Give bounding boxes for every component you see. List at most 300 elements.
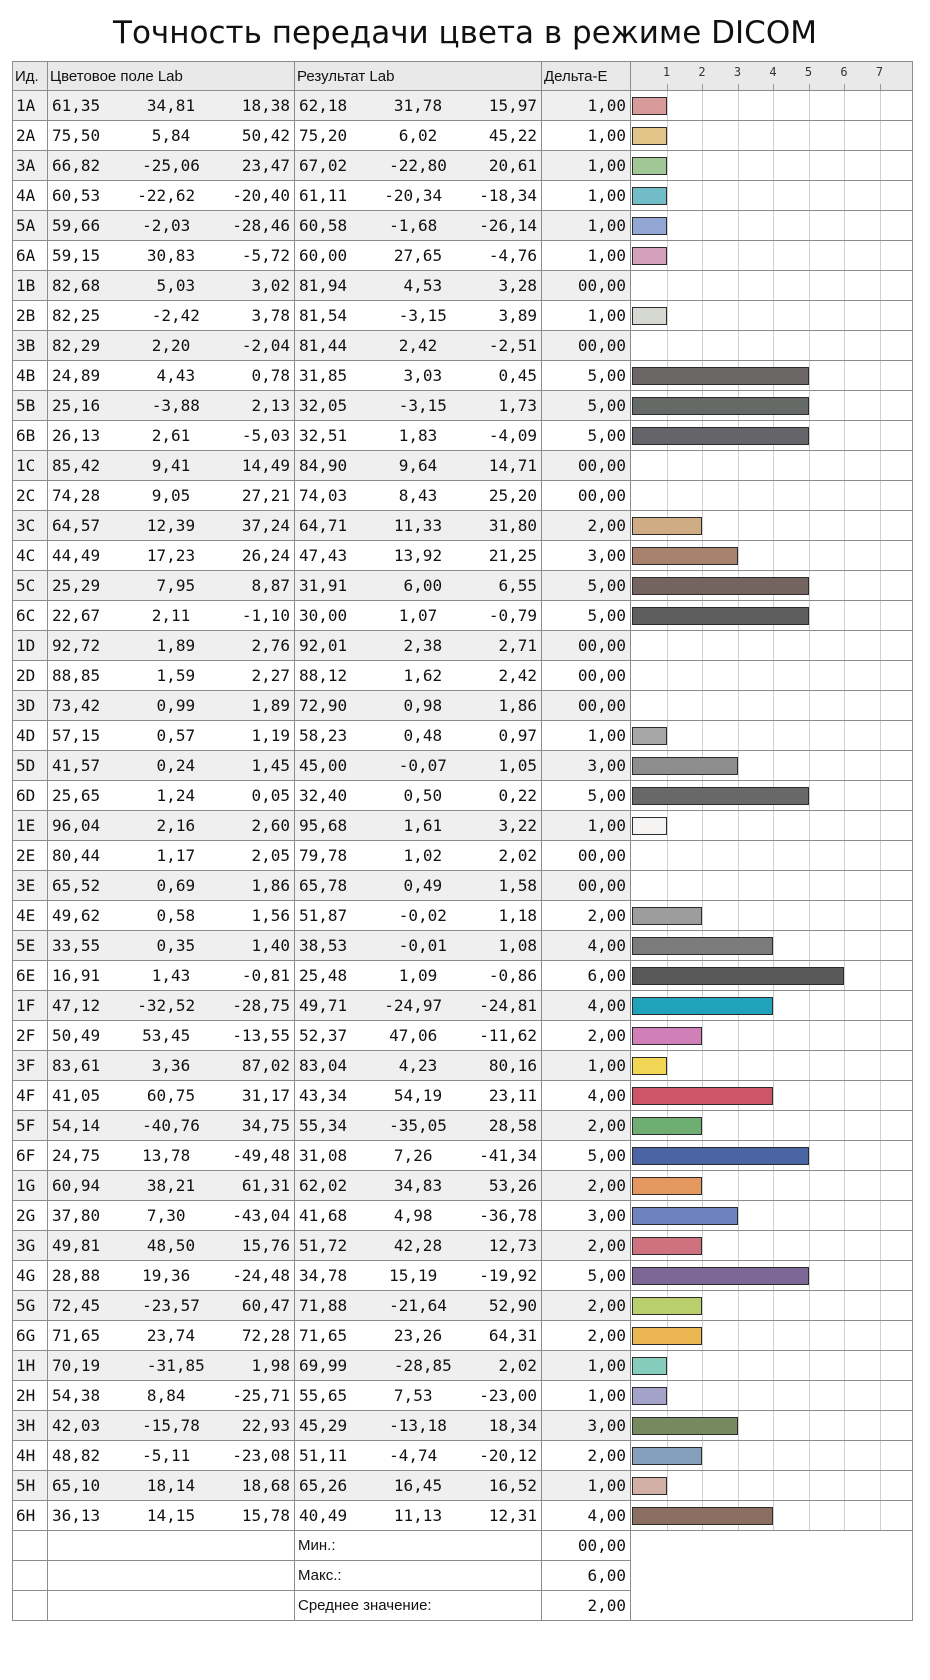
grid-line [844, 391, 845, 420]
result-lab-value: 15,19 [389, 1266, 438, 1285]
target-lab-value: 72,45 [52, 1296, 101, 1315]
patch-id: 4B [13, 361, 48, 391]
grid-line [667, 841, 668, 870]
result-lab-value: -26,14 [479, 216, 537, 235]
delta-e-bar-cell [631, 1231, 913, 1261]
target-lab-value: 54,14 [52, 1116, 101, 1135]
delta-e-value: 00,00 [542, 841, 631, 871]
result-lab-value: -3,15 [398, 306, 447, 325]
table-row [13, 901, 913, 931]
grid-line [880, 1021, 881, 1050]
grid-line [773, 1441, 774, 1470]
target-lab-value: -25,06 [142, 156, 200, 175]
delta-e-bar-cell [631, 331, 913, 361]
grid-line [702, 1111, 703, 1140]
grid-line [880, 1471, 881, 1500]
table-row [13, 181, 913, 211]
summary-empty [48, 1591, 295, 1621]
delta-e-bar-cell [631, 1141, 913, 1171]
result-lab-values [295, 661, 542, 691]
grid-line [809, 1411, 810, 1440]
target-lab-values [48, 271, 295, 301]
result-lab-value: 3,28 [498, 276, 537, 295]
target-lab-value: 14,15 [146, 1506, 196, 1525]
grid-line [773, 691, 774, 720]
result-lab-values [295, 691, 542, 721]
result-lab-value: -19,92 [479, 1266, 537, 1285]
grid-line [738, 541, 739, 570]
target-lab-value: -2,42 [151, 306, 200, 325]
result-lab-value: 4,98 [393, 1206, 433, 1225]
grid-line [702, 1051, 703, 1080]
result-lab-value: -36,78 [479, 1206, 537, 1225]
grid-line [738, 691, 739, 720]
grid-line [880, 1351, 881, 1380]
result-lab-value: -21,64 [389, 1296, 447, 1315]
grid-line [844, 421, 845, 450]
delta-e-value: 1,00 [542, 811, 631, 841]
grid-line [880, 481, 881, 510]
grid-line [738, 241, 739, 270]
grid-line [773, 541, 774, 570]
target-lab-value: 7,95 [156, 576, 196, 595]
table-row [13, 1411, 913, 1441]
patch-id: 4H [13, 1441, 48, 1471]
grid-line [844, 1411, 845, 1440]
grid-line [809, 451, 810, 480]
target-lab-value: 36,13 [52, 1506, 101, 1525]
result-lab-value: 6,02 [398, 126, 438, 145]
result-lab-values [295, 871, 542, 901]
target-lab-value: 1,98 [251, 1356, 290, 1375]
grid-line [844, 1471, 845, 1500]
grid-line [702, 151, 703, 180]
result-lab-value: -4,09 [488, 426, 537, 445]
table-row [13, 1381, 913, 1411]
grid-line [880, 991, 881, 1020]
target-lab-value: 1,89 [251, 696, 290, 715]
grid-line [844, 1441, 845, 1470]
grid-line [738, 211, 739, 240]
grid-line [773, 151, 774, 180]
scale-tick-label: 1 [662, 65, 671, 79]
grid-line [667, 1351, 668, 1380]
delta-e-value: 4,00 [542, 991, 631, 1021]
grid-line [809, 181, 810, 210]
grid-line [773, 1171, 774, 1200]
grid-line [844, 1501, 845, 1530]
grid-line [880, 1171, 881, 1200]
delta-e-bar [632, 1447, 702, 1465]
patch-id: 5C [13, 571, 48, 601]
delta-e-bar-cell [631, 1351, 913, 1381]
grid-line [880, 91, 881, 120]
target-lab-value: -1,10 [241, 606, 290, 625]
grid-line [773, 481, 774, 510]
target-lab-value: 37,24 [241, 516, 290, 535]
result-lab-value: 52,90 [488, 1296, 537, 1315]
result-lab-values [295, 811, 542, 841]
result-lab-value: -0,01 [398, 936, 447, 955]
result-lab-values [295, 901, 542, 931]
target-lab-value: -24,48 [232, 1266, 290, 1285]
table-row [13, 601, 913, 631]
result-lab-value: 49,71 [299, 996, 348, 1015]
result-lab-value: 34,83 [393, 1176, 443, 1195]
target-lab-value: 60,53 [52, 186, 101, 205]
target-lab-value: 30,83 [146, 246, 196, 265]
delta-e-value: 2,00 [542, 1441, 631, 1471]
grid-line [844, 601, 845, 630]
summary-label: Мин.: [295, 1531, 542, 1561]
result-lab-value: -1,68 [389, 216, 438, 235]
grid-line [880, 301, 881, 330]
table-row [13, 1171, 913, 1201]
grid-line [809, 1261, 810, 1290]
patch-id: 6G [13, 1321, 48, 1351]
delta-e-bar-cell [631, 271, 913, 301]
result-lab-values [295, 1141, 542, 1171]
result-lab-values [295, 421, 542, 451]
result-lab-value: 38,53 [299, 936, 348, 955]
grid-line [880, 181, 881, 210]
delta-e-bar [632, 1237, 702, 1255]
grid-line [844, 961, 845, 990]
delta-e-value: 4,00 [542, 1081, 631, 1111]
delta-e-value: 1,00 [542, 1381, 631, 1411]
delta-e-value: 5,00 [542, 781, 631, 811]
grid-line [844, 631, 845, 660]
target-lab-value: 2,20 [151, 336, 191, 355]
target-lab-value: 82,25 [52, 306, 101, 325]
target-lab-value: 33,55 [52, 936, 101, 955]
grid-line [880, 361, 881, 390]
delta-e-bar-cell [631, 451, 913, 481]
grid-line [809, 91, 810, 120]
target-lab-value: -0,81 [241, 966, 290, 985]
target-lab-value: 1,43 [151, 966, 191, 985]
grid-line [844, 1291, 845, 1320]
result-lab-value: 32,40 [299, 786, 348, 805]
target-lab-value: 47,12 [52, 996, 101, 1015]
delta-e-value: 6,00 [542, 961, 631, 991]
grid-line [844, 991, 845, 1020]
grid-line [880, 721, 881, 750]
patch-id: 3A [13, 151, 48, 181]
delta-e-bar-cell [631, 871, 913, 901]
target-lab-value: 2,05 [251, 846, 290, 865]
result-lab-values [295, 631, 542, 661]
result-lab-value: 2,71 [498, 636, 537, 655]
result-lab-value: -13,18 [389, 1416, 447, 1435]
target-lab-value: 2,60 [251, 816, 290, 835]
result-lab-value: -41,34 [479, 1146, 537, 1165]
patch-id: 2F [13, 1021, 48, 1051]
delta-e-value: 5,00 [542, 1261, 631, 1291]
result-lab-value: 62,18 [299, 96, 348, 115]
target-lab-values [48, 871, 295, 901]
result-lab-values [295, 751, 542, 781]
table-row [13, 1141, 913, 1171]
grid-line [844, 811, 845, 840]
table-row [13, 331, 913, 361]
result-lab-value: 31,85 [299, 366, 348, 385]
delta-e-value: 5,00 [542, 1141, 631, 1171]
grid-line [809, 241, 810, 270]
patch-id: 6A [13, 241, 48, 271]
grid-line [667, 271, 668, 300]
table-row [13, 661, 913, 691]
target-lab-value: -40,76 [142, 1116, 200, 1135]
grid-line [738, 1321, 739, 1350]
table-row [13, 391, 913, 421]
table-row [13, 1291, 913, 1321]
delta-e-value: 4,00 [542, 1501, 631, 1531]
grid-line [809, 661, 810, 690]
result-lab-values [295, 1291, 542, 1321]
result-lab-value: 51,87 [299, 906, 348, 925]
patch-id: 1D [13, 631, 48, 661]
grid-line [667, 241, 668, 270]
patch-id: 3C [13, 511, 48, 541]
patch-id: 4C [13, 541, 48, 571]
grid-line [880, 901, 881, 930]
summary-empty [48, 1531, 295, 1561]
grid-line [844, 1081, 845, 1110]
grid-line [738, 751, 739, 780]
result-lab-value: 2,42 [398, 336, 438, 355]
target-lab-value: 23,47 [241, 156, 290, 175]
result-lab-value: 0,49 [403, 876, 443, 895]
result-lab-value: 4,53 [403, 276, 443, 295]
result-lab-values [295, 361, 542, 391]
grid-line [667, 181, 668, 210]
delta-e-bar-cell [631, 1051, 913, 1081]
grid-line [844, 721, 845, 750]
target-lab-value: 82,68 [52, 276, 101, 295]
scale-tick-label: 7 [875, 65, 884, 79]
grid-line [844, 241, 845, 270]
grid-line [880, 1081, 881, 1110]
delta-e-bar [632, 937, 773, 955]
delta-e-value: 2,00 [542, 1171, 631, 1201]
grid-line [844, 901, 845, 930]
delta-e-bar-cell [631, 181, 913, 211]
grid-line [702, 631, 703, 660]
target-lab-values [48, 1171, 295, 1201]
table-row [13, 301, 913, 331]
target-lab-value: 2,11 [151, 606, 191, 625]
result-lab-value: 71,88 [299, 1296, 348, 1315]
grid-line [667, 1381, 668, 1410]
patch-id: 1F [13, 991, 48, 1021]
grid-line [844, 151, 845, 180]
grid-line [809, 841, 810, 870]
delta-e-bar [632, 1087, 773, 1105]
result-lab-value: -18,34 [479, 186, 537, 205]
delta-e-value: 5,00 [542, 361, 631, 391]
patch-id: 1A [13, 91, 48, 121]
grid-line [667, 211, 668, 240]
grid-line [809, 1231, 810, 1260]
grid-line [844, 211, 845, 240]
grid-line [773, 511, 774, 540]
summary-blank [631, 1531, 913, 1621]
result-lab-value: 88,12 [299, 666, 348, 685]
grid-line [667, 91, 668, 120]
target-lab-value: -22,62 [137, 186, 196, 205]
grid-line [880, 451, 881, 480]
result-lab-value: 3,03 [403, 366, 443, 385]
grid-line [773, 241, 774, 270]
delta-e-value: 1,00 [542, 151, 631, 181]
target-lab-values [48, 121, 295, 151]
patch-id: 5A [13, 211, 48, 241]
result-lab-value: 16,52 [488, 1476, 537, 1495]
result-lab-value: -35,05 [389, 1116, 447, 1135]
patch-id: 5H [13, 1471, 48, 1501]
delta-e-bar [632, 547, 738, 565]
target-lab-value: 1,40 [251, 936, 290, 955]
delta-e-bar [632, 1297, 702, 1315]
result-lab-values [295, 331, 542, 361]
grid-line [880, 1051, 881, 1080]
delta-e-bar [632, 247, 667, 265]
grid-line [738, 1471, 739, 1500]
result-lab-value: 12,31 [488, 1506, 537, 1525]
grid-line [809, 1201, 810, 1230]
delta-e-bar-cell [631, 751, 913, 781]
grid-line [738, 1051, 739, 1080]
target-lab-value: 8,84 [146, 1386, 186, 1405]
target-lab-value: -28,46 [232, 216, 290, 235]
delta-e-value: 4,00 [542, 931, 631, 961]
target-lab-value: 65,10 [52, 1476, 101, 1495]
result-lab-value: 64,71 [299, 516, 348, 535]
scale-header [631, 62, 913, 91]
grid-line [738, 631, 739, 660]
grid-line [702, 301, 703, 330]
delta-e-value: 1,00 [542, 301, 631, 331]
grid-line [667, 811, 668, 840]
result-lab-value: 23,26 [393, 1326, 443, 1345]
result-lab-value: 54,19 [393, 1086, 443, 1105]
grid-line [809, 781, 810, 810]
delta-e-bar-cell [631, 91, 913, 121]
grid-line [738, 1231, 739, 1260]
patch-id: 6H [13, 1501, 48, 1531]
grid-line [738, 811, 739, 840]
patch-id: 4A [13, 181, 48, 211]
grid-line [773, 331, 774, 360]
result-lab-value: -4,76 [488, 246, 537, 265]
grid-line [880, 841, 881, 870]
delta-e-value: 1,00 [542, 1471, 631, 1501]
delta-e-bar [632, 1147, 809, 1165]
result-lab-values [295, 481, 542, 511]
result-lab-value: 2,42 [498, 666, 537, 685]
grid-line [667, 661, 668, 690]
target-lab-value: 87,02 [241, 1056, 290, 1075]
summary-empty [13, 1531, 48, 1561]
grid-line [809, 751, 810, 780]
target-lab-value: 60,75 [146, 1086, 196, 1105]
grid-line [738, 451, 739, 480]
result-lab-value: 92,01 [299, 636, 348, 655]
target-lab-values [48, 151, 295, 181]
result-lab-value: 81,94 [299, 276, 348, 295]
table-row [13, 1231, 913, 1261]
result-lab-values [295, 1411, 542, 1441]
grid-line [702, 271, 703, 300]
target-lab-value: 1,59 [156, 666, 196, 685]
grid-line [880, 511, 881, 540]
result-lab-value: 65,78 [299, 876, 348, 895]
delta-e-value: 5,00 [542, 571, 631, 601]
grid-line [809, 301, 810, 330]
table-row [13, 1501, 913, 1531]
target-lab-value: 83,61 [52, 1056, 101, 1075]
table-row [13, 961, 913, 991]
result-lab-value: -4,74 [389, 1446, 438, 1465]
grid-line [773, 91, 774, 120]
grid-line [809, 421, 810, 450]
grid-line [809, 1051, 810, 1080]
patch-id: 4G [13, 1261, 48, 1291]
grid-line [702, 241, 703, 270]
table-row [13, 1351, 913, 1381]
grid-line [667, 691, 668, 720]
grid-line [738, 301, 739, 330]
grid-line [702, 871, 703, 900]
grid-line [809, 1291, 810, 1320]
delta-e-bar [632, 217, 667, 235]
table-row [13, 931, 913, 961]
target-lab-value: 41,57 [52, 756, 101, 775]
patch-id: 2G [13, 1201, 48, 1231]
grid-line [880, 1411, 881, 1440]
grid-line [773, 1321, 774, 1350]
result-lab-value: -11,62 [479, 1026, 537, 1045]
grid-line [667, 481, 668, 510]
delta-e-bar-cell [631, 1021, 913, 1051]
grid-line [702, 1021, 703, 1050]
patch-id: 3E [13, 871, 48, 901]
header-target-lab: Цветовое поле Lab [48, 62, 295, 91]
grid-line [880, 691, 881, 720]
target-lab-value: -5,72 [241, 246, 290, 265]
grid-line [773, 1501, 774, 1530]
target-lab-values [48, 301, 295, 331]
result-lab-value: 11,33 [393, 516, 443, 535]
delta-e-value: 2,00 [542, 1111, 631, 1141]
grid-line [880, 1201, 881, 1230]
target-lab-value: 0,58 [156, 906, 196, 925]
grid-line [880, 961, 881, 990]
result-lab-value: 0,98 [403, 696, 443, 715]
result-lab-value: 51,72 [299, 1236, 348, 1255]
grid-line [738, 721, 739, 750]
result-lab-value: 41,68 [299, 1206, 348, 1225]
target-lab-value: 88,85 [52, 666, 101, 685]
delta-e-bar-cell [631, 601, 913, 631]
summary-row [13, 1531, 913, 1561]
delta-e-bar [632, 397, 809, 415]
table-row [13, 1051, 913, 1081]
patch-id: 5B [13, 391, 48, 421]
delta-e-value: 2,00 [542, 1321, 631, 1351]
target-lab-value: -31,85 [146, 1356, 205, 1375]
